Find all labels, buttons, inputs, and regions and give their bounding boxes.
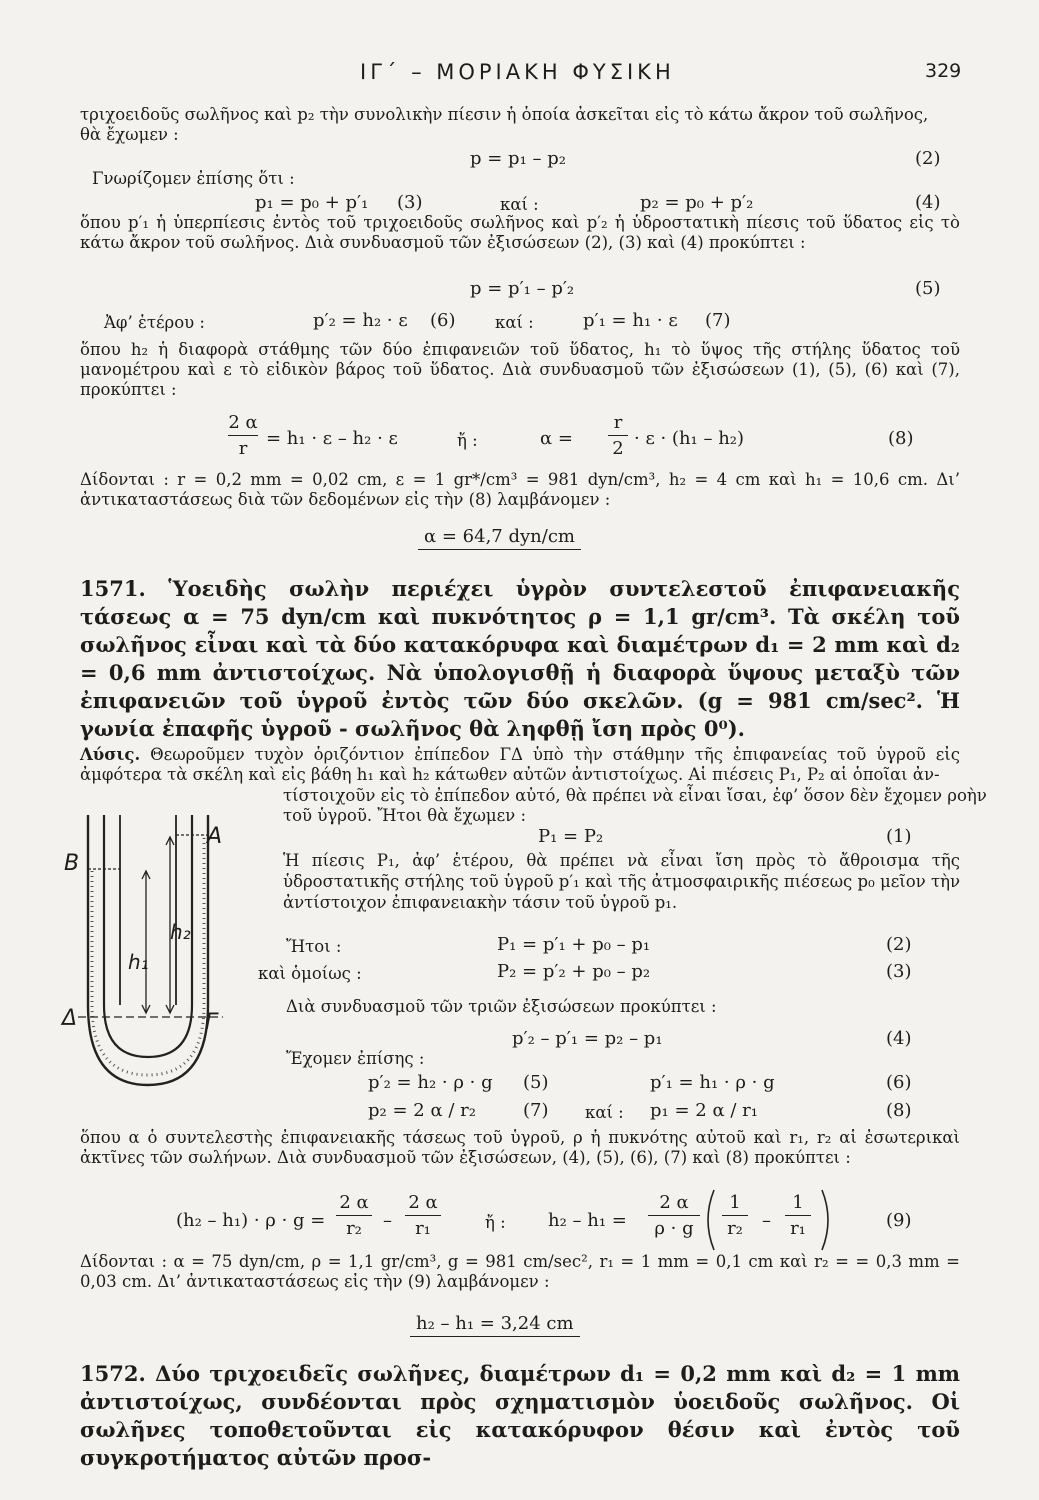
eq9-or: ἤ :	[485, 1213, 506, 1232]
know-line: Γνωρίζομεν ἐπίσης ὅτι :	[92, 169, 295, 188]
problem-1572-number: 1572.	[80, 1361, 146, 1386]
equation-7: p′₁ = h₁ · ε	[583, 310, 678, 331]
problem-1572-text: Δύο τριχοειδεῖς σωλῆνες, διαμέτρων d₁ = 0,2 mm καὶ d₂ = 1 mm ἀντιστοίχως, συνδέονται πρὸς σχηματισμὸν ὑοειδοῦς σωλῆνος. Οἱ σωλῆνες τοποθετοῦνται εἰς κατακόρυφον θέσιν καὶ ἐντὸς τοῦ συγκροτήματος αὐτῶν προσ-	[80, 1361, 961, 1470]
solution-eq-5: p′₂ = h₂ · ρ · g	[368, 1072, 493, 1093]
given-1: Δίδονται : r = 0,2 mm = 0,02 cm, ε = 1 gr*/cm³ = 981 dyn/cm³, h₂ = 4 cm καὶ h₁ = 10,6 cm. Δι’ ἀντικαταστάσεως διὰ τῶν δεδομένων εἰς τὴν (8) λαμβάνομεν :	[80, 470, 960, 509]
eq9-fraction-1	[336, 1192, 372, 1239]
problem-1571	[80, 575, 960, 743]
eq9-f4-denominator: r₂	[727, 1218, 743, 1239]
figure-label-h2: h₂	[170, 920, 191, 944]
solution-para-b1: τίστοιχοῦν εἰς τὸ ἐπίπεδον αὐτό, θὰ πρέπει νὰ εἶναι ἴσαι, ἐφ’ ὅσον δὲν ἔχομεν ροὴν	[283, 786, 987, 805]
eq9-f5-denominator: r₁	[790, 1218, 806, 1239]
kai-label-2: καί :	[495, 313, 534, 332]
eq9-f3-numerator: 2 α	[659, 1192, 689, 1213]
solution-eq-4-number: (4)	[886, 1028, 912, 1049]
eq9-f5-numerator: 1	[792, 1192, 804, 1213]
figure-label-B: B	[64, 851, 80, 876]
eq9-minus-2: –	[762, 1210, 771, 1231]
solution-eq-7: p₂ = 2 α / r₂	[368, 1100, 476, 1121]
intro-line-2: θὰ ἔχωμεν :	[80, 125, 179, 144]
figure-label-A: A	[207, 824, 223, 849]
eq9-fraction-3	[648, 1192, 700, 1239]
solution-eq-1: P₁ = P₂	[538, 826, 604, 847]
result-1	[418, 526, 581, 547]
equation-5-number: (5)	[915, 278, 941, 299]
solution-eq-2: P₁ = p′₁ + p₀ – p₁	[497, 934, 651, 955]
problem-1572	[80, 1360, 960, 1472]
solution-eq-2-number: (2)	[886, 934, 912, 955]
eq8-right-fraction	[608, 412, 628, 459]
solution-paragraph-a	[80, 745, 960, 785]
result-2	[410, 1313, 580, 1334]
equation-2: p = p₁ – p₂	[470, 148, 566, 169]
solution-eq-8: p₁ = 2 α / r₁	[650, 1100, 758, 1121]
problem-1571-text: Ὑοειδὴς σωλὴν περιέχει ὑγρὸν συντελεστοῦ ἐπιφανειακῆς τάσεως α = 75 dyn/cm καὶ πυκνότητος ρ = 1,1 gr/cm³. Τὰ σκέλη τοῦ σωλῆνος εἶναι καὶ τὰ δύο κατακόρυφα καὶ διαμέτρων d₁ = 2 mm καὶ d₂ = 0,6 mm ἀντιστοίχως. Νὰ ὑπολογισθῇ ἡ διαφορὰ ὕψους μεταξὺ τῶν ἐπιφανειῶν τοῦ ὑγροῦ ἐντὸς τῶν δύο σκελῶν. (g = 981 cm/sec². Ἡ γωνία ἐπαφῆς ὑγροῦ - σωλῆνος θὰ ληφθῇ ἴση πρὸς 0⁰).	[80, 576, 960, 741]
chapter-title: ΙΓ΄ – ΜΟΡΙΑΚΗ ΦΥΣΙΚΗ	[360, 60, 675, 84]
equation-2-number: (2)	[915, 148, 941, 169]
page-number: 329	[925, 60, 962, 82]
eq9-fraction-4	[722, 1192, 748, 1239]
eq9-f2-numerator: 2 α	[408, 1192, 438, 1213]
solution-eq-4: p′₂ – p′₁ = p₂ – p₁	[512, 1028, 663, 1049]
eq9-lhs: (h₂ – h₁) · ρ · g =	[176, 1210, 326, 1231]
eq9-f2-denominator: r₁	[415, 1218, 431, 1239]
triwn-line: Διὰ συνδυασμοῦ τῶν τριῶν ἐξισώσεων προκύπτει :	[286, 997, 717, 1016]
equation-6: p′₂ = h₂ · ε	[313, 310, 408, 331]
paragraph-1: ὅπου p′₁ ἡ ὑπερπίεσις ἐντὸς τοῦ τριχοειδοῦς σωλῆνος καὶ p′₂ ἡ ὑδροστατικὴ πίεσις τοῦ ὕδατος εἰς τὸ κάτω ἄκρον τοῦ σωλῆνος. Διὰ συνδυασμοῦ τῶν ἐξισώσεων (2), (3) καὶ (4) προκύπτει :	[80, 213, 960, 252]
exomen-line: Ἔχομεν ἐπίσης :	[286, 1049, 425, 1068]
eq8-right-rest: · ε · (h₁ – h₂)	[634, 428, 745, 449]
lysis-label: Λύσις.	[80, 745, 141, 764]
eq8-or: ἤ :	[457, 431, 478, 450]
equation-4: p₂ = p₀ + p′₂	[640, 192, 754, 213]
eq9-f1-denominator: r₂	[346, 1218, 362, 1239]
equation-8-number: (8)	[888, 428, 914, 449]
equation-4-number: (4)	[915, 192, 941, 213]
equation-9-number: (9)	[886, 1210, 912, 1231]
kai-label-1: καί :	[500, 195, 539, 214]
running-header	[0, 60, 1039, 90]
figure-label-Delta: Δ	[62, 1006, 78, 1031]
eq8-right-lhs: α =	[540, 428, 573, 449]
equation-3: p₁ = p₀ + p′₁	[255, 192, 369, 213]
etoi-label: Ἤτοι :	[286, 937, 342, 956]
equation-7-number: (7)	[705, 310, 731, 331]
kai-label-3: καί :	[585, 1103, 624, 1122]
result-1-value: α = 64,7 dyn/cm	[418, 526, 581, 550]
eq9-f4-numerator: 1	[729, 1192, 741, 1213]
solution-eq-6-number: (6)	[886, 1072, 912, 1093]
eq8-right-denominator: 2	[612, 438, 624, 459]
eq8-left-denominator: r	[238, 438, 248, 459]
kai-omoiws-label: καὶ ὁμοίως :	[258, 964, 362, 983]
eq8-left-fraction	[228, 412, 258, 459]
result-2-value: h₂ – h₁ = 3,24 cm	[410, 1313, 580, 1337]
eq9-fraction-2	[405, 1192, 441, 1239]
solution-eq-7-number: (7)	[523, 1100, 549, 1121]
eq8-left-numerator: 2 α	[228, 412, 258, 433]
solution-eq-3-number: (3)	[886, 961, 912, 982]
solution-eq-8-number: (8)	[886, 1100, 912, 1121]
figure-label-Gamma: Γ	[205, 1010, 218, 1035]
figure-label-h1: h₁	[128, 950, 149, 974]
aph-label: Ἀφ’ ἑτέρου :	[104, 313, 205, 332]
problem-1571-number: 1571.	[80, 576, 146, 601]
solution-eq-5-number: (5)	[523, 1072, 549, 1093]
solution-para-b2: τοῦ ὑγροῦ. Ἤτοι θὰ ἔχωμεν :	[283, 806, 527, 825]
solution-para-d: ὅπου α ὁ συντελεστὴς ἐπιφανειακῆς τάσεως τοῦ ὑγροῦ, ρ ἡ πυκνότης αὐτοῦ καὶ r₁, r₂ αἱ ἐσωτερικαὶ ἀκτῖνες τῶν σωλήνων. Διὰ συνδυασμοῦ τῶν ἐξισώσεων, (4), (5), (6), (7) καὶ (8) προκύπτει :	[80, 1128, 960, 1167]
eq9-fraction-5	[785, 1192, 811, 1239]
solution-para-c: Ἡ πίεσις P₁, ἀφ’ ἑτέρου, θὰ πρέπει νὰ εἶναι ἴση πρὸς τὸ ἄθροισμα τῆς ὑδροστατικῆς στήλης τοῦ ὑγροῦ p′₁ καὶ τῆς ἀτμοσφαιρικῆς πιέσεως p₀ μεῖον τὴν ἀντίστοιχον ἐπιφανειακὴν τάσιν τοῦ ὑγροῦ p₁.	[283, 851, 960, 912]
eq8-right-numerator: r	[613, 412, 623, 433]
eq8-left-rest: = h₁ · ε – h₂ · ε	[266, 428, 398, 449]
solution-para-a-text: Θεωροῦμεν τυχὸν ὁριζόντιον ἐπίπεδον ΓΔ ὑπὸ τὴν στάθμην τῆς ἐπιφανείας τοῦ ὑγροῦ εἰς ἀμφότερα τὰ σκέλη καὶ εἰς βάθη h₁ καὶ h₂ κάτωθεν αὐτῶν ἀντιστοίχως. Αἱ πιέσεις P₁, P₂ αἱ ὁποῖαι ἀν-	[80, 745, 960, 784]
solution-eq-1-number: (1)	[886, 826, 912, 847]
equation-5: p = p′₁ – p′₂	[470, 278, 575, 299]
given-2: Δίδονται : α = 75 dyn/cm, ρ = 1,1 gr/cm³, g = 981 cm/sec², r₁ = 1 mm = 0,1 cm καὶ r₂ = = 0,3 mm = 0,03 cm. Δι’ ἀντικαταστάσεως εἰς τὴν (9) λαμβάνομεν :	[80, 1252, 960, 1291]
eq9-f3-denominator: ρ · g	[654, 1218, 694, 1239]
eq9-right-lhs: h₂ – h₁ =	[548, 1210, 627, 1231]
solution-eq-6: p′₁ = h₁ · ρ · g	[650, 1072, 775, 1093]
equation-6-number: (6)	[430, 310, 456, 331]
intro-line-1: τριχοειδοῦς σωλῆνος καὶ p₂ τὴν συνολικὴν πίεσιν ἡ ὁποία ἀσκεῖται εἰς τὸ κάτω ἄκρον τοῦ σωλῆνος,	[80, 105, 929, 124]
paragraph-2: ὅπου h₂ ἡ διαφορὰ στάθμης τῶν δύο ἐπιφανειῶν τοῦ ὕδατος, h₁ τὸ ὕψος τῆς στήλης ὕδατος τοῦ μανομέτρου καὶ ε τὸ εἰδικὸν βάρος τοῦ ὕδατος. Διὰ συνδυασμοῦ τῶν ἐξισώσεων (1), (5), (6) καὶ (7), προκύπτει :	[80, 340, 960, 399]
equation-3-number: (3)	[397, 192, 423, 213]
eq9-minus: –	[383, 1210, 392, 1231]
eq9-f1-numerator: 2 α	[339, 1192, 369, 1213]
solution-eq-3: P₂ = p′₂ + p₀ – p₂	[497, 961, 651, 982]
